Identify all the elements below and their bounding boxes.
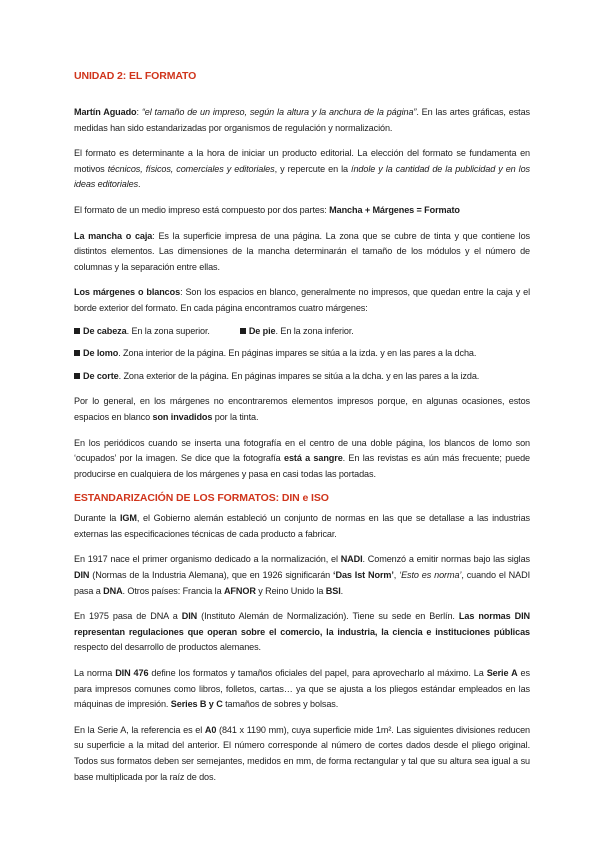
mancha-term: La mancha o caja [74,230,153,241]
din476-paragraph: La norma DIN 476 define los formatos y tamaños oficiales del papel, para aprovecharlo al máximo. La Serie A es para impresos comunes como libros, folletos, cartas… ya que se ajusta a los pliegos estándar empleados en las máquinas de impresión. Series B y C tamaños de sobres y bolsas. [74,668,530,710]
page-title: UNIDAD 2: EL FORMATO [74,70,197,82]
format-importance-paragraph: El formato es determinante a la hora de iniciar un producto editorial. La elección del formato se fundamenta en motivos técnicos, físicos, comerciales y editoriales, y repercute en la índole y la cantidad de la publicidad y en los ideas editoriales. [74,148,530,190]
format-composition-paragraph: El formato de un medio impreso está compuesto por dos partes: Mancha + Márgenes = Formato [74,204,460,215]
serie-a-paragraph: En la Serie A, la referencia es el A0 (841 x 1190 mm), cuya superficie mide 1m². Las siguientes divisiones reducen su superficie a la mitad del anterior. El número corresponde al número de cortes dados desde el pliego original. Todos sus formatos deben ser semejantes, medidos en mm, de forma rectangular y tal que su altura sea igual a su base multiplicada por la raíz de dos. [74,724,530,782]
margenes-term: Los márgenes o blancos [74,287,181,298]
section-heading: ESTANDARIZACIÓN DE LOS FORMATOS: DIN e ISO [74,492,329,505]
definition-quote: “el tamaño de un impreso, según la altura y la anchura de la página” [141,107,417,117]
margin-list-item-corte: De corte. Zona exterior de la página. En páginas impares se sitúa a la dcha. y en las pares a la izda. [74,369,530,385]
igm-paragraph: Durante la IGM, el Gobierno alemán estableció un conjunto de normas en las que se detallase a las industrias externas las especificaciones técnicas de cada producto a fabricar. [74,513,530,539]
square-bullet-icon [240,328,246,334]
definition-paragraph: Martín Aguado: “el tamaño de un impreso, según la altura y la anchura de la página”. En las artes gráficas, estas medidas han sido estandarizadas por organismos de regulación y normalización. [74,107,530,133]
square-bullet-icon [74,328,80,334]
document-body [74,70,530,795]
mancha-paragraph: La mancha o caja: Es la superficie impresa de una página. La zona que se cubre de tinta y que contiene los distintos elementos. Las dimensiones de la mancha determinarán el tamaño de los módulos y el número de columnas y la separación entre ellas. [74,230,531,272]
margin-list-row-1: De cabeza. En la zona superior. De pie. En la zona inferior. [74,324,530,340]
din-paragraph: En 1975 pasa de DNA a DIN (Instituto Alemán de Normalización). Tiene su sede en Berlín. Las normas DIN representan regulaciones que operan sobre el comercio, la industria, la ciencia e instituciones públicas respecto del desarrollo de productos alemanes. [74,611,531,653]
author-name: Martín Aguado [74,107,137,117]
format-formula: Mancha + Márgenes = Formato [329,204,460,215]
bleed-paragraph: En los periódicos cuando se inserta una fotografía en el centro de una doble página, los blancos de lomo son ‘ocupados’ por la imagen. Se dice que la fotografía está a sangre. En las revistas es aún más frecuente; puede producirse en cualquiera de los márgenes y pasa en casi todas las portadas. [74,437,530,479]
margins-invaded-paragraph: Por lo general, en los márgenes no encontraremos elementos impresos porque, en algunas ocasiones, estos espacios en blanco son invadidos por la tinta. [74,396,530,422]
nadi-paragraph: En 1917 nace el primer organismo dedicado a la normalización, el NADI. Comenzó a emitir normas bajo las siglas DIN (Normas de la Industria Alemana), que en 1926 significarán ‘Das Ist Norm’, ‘Esto es norma’, cuando el NADI pasa a DNA. Otros países: Francia la AFNOR y Reino Unido la BSI. [74,554,530,596]
margin-list-item-lomo: De lomo. Zona interior de la página. En páginas impares se sitúa a la izda. y en las pares a la dcha. [74,346,530,362]
square-bullet-icon [74,373,80,379]
margenes-paragraph: Los márgenes o blancos: Son los espacios en blanco, generalmente no impresos, que quedan entre la caja y el borde exterior del formato. En cada página encontramos cuatro márgenes: [74,287,530,313]
square-bullet-icon [74,350,80,356]
